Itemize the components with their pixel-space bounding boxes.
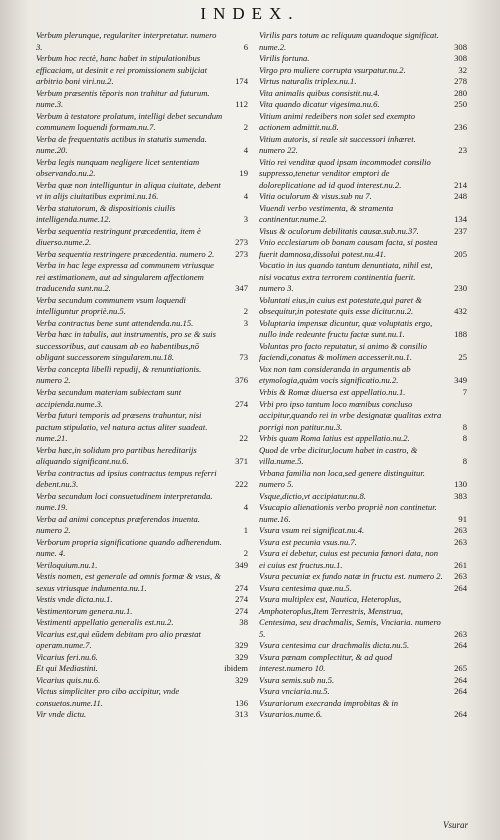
index-entry [259, 387, 467, 399]
index-entry [36, 226, 248, 249]
index-entry [259, 640, 467, 652]
entry-text: Verbum plerunque, regulariter interpretatur. numero 3. [36, 30, 217, 52]
page-number: 265 [454, 663, 467, 674]
entry-text: Vsura vsum rei significat.nu.4. [259, 525, 365, 536]
column-gutter [253, 30, 254, 830]
entry-text: Vestis nomen, est generale ad omnis formæ & vsus, & sexus vtriusque indumenta.nu.1. [36, 571, 221, 593]
entry-text: Verba legis nunquam negligere licet sententiam observando.nu.2. [36, 156, 200, 179]
index-entry [36, 663, 248, 675]
entry-text: Voluntas pro facto reputatur, si animo & consilio faciendi,conatus & molimen accesserit.nu.1. [259, 340, 427, 363]
page-number: 4 [243, 502, 248, 513]
index-entry [36, 295, 248, 318]
entry-text: Vox non tam consideranda in argumentis ab etymologia,quàm vocis significatio.nu.2. [259, 363, 411, 386]
index-entry [36, 387, 248, 410]
index-entry [36, 260, 248, 295]
index-entry [36, 249, 248, 261]
entry-text: Vnio ecclesiarum ob bonam causam facta, si postea fuerit damnosa,dissolui potest.nu.41. [259, 237, 438, 259]
page-number: 376 [235, 375, 248, 386]
page-number: 274 [235, 398, 248, 409]
page-number: 329 [235, 640, 248, 651]
page-number: 349 [235, 559, 248, 570]
index-entry [36, 514, 248, 537]
entry-text: Vrbana familia non loca,sed genere distinguitur. numero 5. [259, 467, 425, 490]
index-entry [259, 594, 467, 640]
entry-text: Victus simpliciter pro cibo accipitur, vnde consuetos.nume.11. [36, 686, 180, 708]
page-number: 188 [454, 329, 467, 340]
page-number: 236 [454, 122, 467, 133]
page-number: 280 [454, 87, 467, 98]
index-entry [259, 191, 467, 203]
entry-text: Virgo pro muliere corrupta vsurpatur.nu.2. [259, 64, 406, 75]
entry-text: Vsura multiplex est, Nautica, Heteroplus, Amphoteroplus,Item Terrestris, Menstrua, Centesima, seu drachmalis, Semis, Vnciaria. numero 5. [259, 594, 441, 639]
index-entry [259, 341, 467, 364]
index-entry [259, 65, 467, 77]
page-number: 130 [454, 479, 467, 490]
entry-text: Viuendi verbo vestimenta, & stramenta continentur.nume.2. [259, 202, 394, 225]
entry-text: Vsque,dictio,vt accipiatur.nu.8. [259, 490, 366, 501]
index-entry [36, 652, 248, 664]
index-entry [259, 675, 467, 687]
index-entry [36, 318, 248, 330]
page-number: 264 [454, 686, 467, 697]
entry-text: Vsura pecuniæ ex fundo natæ in fructu est. numero 2. [259, 571, 443, 582]
page-number: 274 [235, 605, 248, 616]
index-entry [36, 571, 248, 594]
index-entry [36, 617, 248, 629]
entry-text: Verborum propria significatione quando adherendum. nume. 4. [36, 536, 222, 559]
index-entry [259, 399, 467, 434]
index-entry [259, 364, 467, 387]
page-number: 6 [243, 41, 248, 52]
entry-text: Vestis vnde dicta.nu.1. [36, 594, 113, 605]
page-number: 2 [243, 548, 248, 559]
page-number: 278 [454, 76, 467, 87]
page-number: 4 [243, 145, 248, 156]
page-number: 237 [454, 225, 467, 236]
index-entry [259, 99, 467, 111]
page-number: 23 [458, 145, 467, 156]
index-entry [259, 111, 467, 134]
entry-text: Vocatio in ius quando tantum denuntiata, nihil est, nisi vocatus extra terrorem continentia fuerit. numero 3. [259, 260, 433, 294]
page-number: 38 [239, 617, 248, 628]
page-number: 136 [235, 697, 248, 708]
left-column [36, 30, 248, 721]
entry-text: Verba secundum materiam subiectam sunt accipienda.nume.3. [36, 386, 182, 409]
index-entry [259, 88, 467, 100]
index-entry [259, 583, 467, 595]
right-column [259, 30, 467, 721]
page-number: 264 [454, 582, 467, 593]
index-entry [36, 629, 248, 652]
entry-text: Vicarius quis.nu.6. [36, 674, 101, 685]
index-entry [36, 364, 248, 387]
entry-text: Vita quando dicatur vigesima.nu.6. [259, 99, 380, 110]
index-entry [36, 53, 248, 88]
index-entry [259, 157, 467, 192]
index-entry [259, 30, 467, 53]
index-entry [36, 491, 248, 514]
entry-text: Et qui Mediastini. [36, 663, 98, 674]
index-entry [36, 709, 248, 721]
page-number: 263 [454, 571, 467, 582]
page-number: 7 [462, 386, 467, 397]
page-number: 329 [235, 651, 248, 662]
entry-text: Verba contractus ad ipsius contractus tempus referri debent.nu.3. [36, 467, 217, 490]
index-entry [36, 445, 248, 468]
index-entry [36, 606, 248, 618]
index-entry [36, 30, 248, 53]
page-number: 8 [462, 456, 467, 467]
page-number: 2 [243, 306, 248, 317]
entry-text: Verba sequentia restringere præcedentia. numero 2. [36, 248, 215, 259]
index-entry [259, 203, 467, 226]
page-number: 383 [454, 490, 467, 501]
page-number: 274 [235, 582, 248, 593]
entry-text: Vestimentorum genera.nu.1. [36, 605, 133, 616]
page-number: 8 [462, 421, 467, 432]
index-entry [259, 433, 467, 445]
index-entry [259, 537, 467, 549]
page-number: 19 [239, 168, 248, 179]
index-entry [36, 111, 248, 134]
entry-text: Vrbis & Romæ diuersa est appellatio.nu.1. [259, 386, 406, 397]
index-entry [259, 548, 467, 571]
entry-text: Verba statutorum, & dispositionis ciuilis intelligenda.nume.12. [36, 202, 176, 225]
index-entry [259, 260, 467, 295]
index-entry [259, 226, 467, 238]
index-entry [36, 203, 248, 226]
page-number: 73 [239, 352, 248, 363]
index-entry [259, 698, 467, 721]
entry-text: Virilis fortuna. [259, 53, 310, 64]
entry-text: Vsucapio alienationis verbo propriè non continetur. nume.16. [259, 502, 437, 524]
page-number: 112 [235, 99, 248, 110]
entry-text: Virtus naturalis triplex.nu.1. [259, 76, 357, 87]
index-entry [259, 134, 467, 157]
page-number: 4 [243, 191, 248, 202]
entry-text: Verba hæc,in solidum pro partibus hereditarijs aliquando significant.nu.6. [36, 444, 197, 467]
entry-text: Verbum à testatore prolatum, intelligi debet secundum communem loquendi formam.nu.7. [36, 110, 223, 133]
index-entry [259, 502, 467, 525]
entry-text: Verba ad animi conceptus præferendos inuenta. numero 2. [36, 513, 200, 536]
index-entry [36, 675, 248, 687]
entry-text: Vitio rei venditæ quod ipsam incommodet consilio suppresso,tenetur venditor emptori de doloreplicatione ad id quod interest.nu.2. [259, 156, 431, 190]
entry-text: Vita animalis quibus consistit.nu.4. [259, 87, 380, 98]
index-entry [259, 652, 467, 675]
index-entry [36, 410, 248, 445]
index-entry [36, 686, 248, 709]
page-number: 134 [454, 214, 467, 225]
entry-text: Verba sequentia restringunt præcedentia, item è diuerso.nume.2. [36, 225, 201, 248]
entry-text: Vrbi pro ipso tantum loco mœnibus concluso accipitur,quando rei in vrbe designatæ qualitas extra porrigi non patitur.nu.3. [259, 398, 442, 432]
index-entry [36, 594, 248, 606]
index-entry [36, 468, 248, 491]
entry-text: Quod de vrbe dicitur,locum habet in castro, & villa.nume.5. [259, 444, 418, 467]
index-entry [259, 468, 467, 491]
entry-text: Verba quæ non intelliguntur in aliqua ciuitate, debent vt in alijs ciuitatibus exprimi.nu.16. [36, 179, 221, 202]
page-number: 263 [454, 628, 467, 639]
entry-text: Vsura centesima quæ.nu.5. [259, 582, 352, 593]
index-entry [36, 157, 248, 180]
entry-text: Verbum præsentis tēporis non trahitur ad futurum. nume.3. [36, 87, 210, 110]
page-header: INDEX. [200, 4, 300, 23]
page-number: 3 [243, 317, 248, 328]
entry-text: Visus & oculorum debilitatis causæ.sub.nu.37. [259, 225, 419, 236]
entry-text: Verba de frequentatis actibus in statutis sumenda. nume.20. [36, 133, 207, 156]
entry-text: Virilis pars totum ac reliquum quandoque significat. nume.2. [259, 30, 439, 52]
page-number: 349 [454, 375, 467, 386]
entry-text: Vitium autoris, si reale sit successori inhæret. numero 22. [259, 133, 416, 156]
page-number: 371 [235, 456, 248, 467]
page-number: 214 [454, 179, 467, 190]
entry-text: Verbum hoc rectè, hanc habet in stipulationibus efficaciam, ut desinit e rei promissionem subijciat arbitrio boni viri.nu.2. [36, 53, 207, 87]
page-number: 3 [243, 214, 248, 225]
index-entry [259, 571, 467, 583]
entry-text: Voluntati eius,in cuius est potestate,qui paret & obsequitur,in potestate quis esse dicitur.nu.2. [259, 294, 422, 317]
page-number: 263 [454, 536, 467, 547]
page-number: 230 [454, 283, 467, 294]
index-entry [36, 180, 248, 203]
index-entry [36, 88, 248, 111]
page-number: 222 [235, 479, 248, 490]
entry-text: Verba concepta libelli repudij, & renuntiationis. numero 2. [36, 363, 202, 386]
page-number: ibidem [224, 663, 248, 674]
page-number: 329 [235, 674, 248, 685]
page-number: 8 [462, 433, 467, 444]
index-entry [36, 537, 248, 560]
index-entry [259, 53, 467, 65]
index-entry [259, 525, 467, 537]
page-number: 313 [235, 709, 248, 720]
entry-text: Vitium animi redeibers non solet sed exempto actionem admittit.nu.8. [259, 110, 416, 133]
page-number: 263 [454, 525, 467, 536]
entry-text: Vsura pœnam complectitur, & ad quod interest.numero 10. [259, 651, 393, 674]
entry-text: Verba secundum loci consuetudinem interpretanda. nume.19. [36, 490, 213, 513]
catchword: Vsurar [442, 820, 468, 830]
page-number: 174 [235, 76, 248, 87]
page-number: 205 [454, 248, 467, 259]
entry-text: Vsura est pecunia vsus.nu.7. [259, 536, 357, 547]
page-number: 22 [239, 433, 248, 444]
entry-text: Voluptaria impensæ dicuntur, quæ voluptatis ergo, nullo inde redeunte fructu factæ sunt.nu.1. [259, 317, 433, 340]
entry-text: Verba in hac lege expressa ad communem vtriusque rei æstimationem, aut ad singularem affectionem traducenda sunt.nu.2. [36, 260, 214, 294]
entry-text: Verba hæc in tabulis, aut instrumentis, pro se & suis successoribus, aut causam ab eo habentibus,nō obligant successorem singularem.nu.18. [36, 329, 216, 363]
entry-text: Vestimenti appellatio generalis est.nu.2. [36, 617, 174, 628]
page-number: 264 [454, 640, 467, 651]
page-number: 273 [235, 237, 248, 248]
page-number: 264 [454, 709, 467, 720]
entry-text: Vsura centesima cur drachmalis dicta.nu.5. [259, 640, 410, 651]
entry-text: Vsura semis.sub nu.5. [259, 674, 335, 685]
entry-text: Vsurariorum execranda improbitas & in Vsurarios.nume.6. [259, 697, 399, 720]
page-number: 261 [454, 559, 467, 570]
page-number: 91 [458, 513, 467, 524]
entry-text: Vsura vnciaria.nu.5. [259, 686, 330, 697]
page-number: 432 [454, 306, 467, 317]
index-entry [259, 295, 467, 318]
index-entry [259, 318, 467, 341]
page-number: 347 [235, 283, 248, 294]
entry-text: Vicarius feri.nu.6. [36, 651, 98, 662]
entry-text: Vitia oculorum & visus.sub nu 7. [259, 191, 372, 202]
page-number: 308 [454, 41, 467, 52]
page-number: 273 [235, 248, 248, 259]
entry-text: Vir vnde dictu. [36, 709, 87, 720]
page-number: 2 [243, 122, 248, 133]
index-entry [259, 491, 467, 503]
index-entry [36, 134, 248, 157]
index-entry [36, 329, 248, 364]
index-entry [259, 237, 467, 260]
entry-text: Verba secundum communem vsum loquendi intelliguntur propriè.nu.5. [36, 294, 186, 317]
entry-text: Veriloquium.nu.1. [36, 559, 98, 570]
page-number: 264 [454, 674, 467, 685]
entry-text: Vsura ei debetur, cuius est pecunia fœnori data, non ei cuius est fructus.nu.1. [259, 548, 439, 570]
entry-text: Verba contractus bene sunt attendenda.nu.15. [36, 317, 194, 328]
index-entry [259, 686, 467, 698]
page-number: 308 [454, 53, 467, 64]
page-number: 274 [235, 594, 248, 605]
index-entry [36, 560, 248, 572]
entry-text: Vrbis quam Roma latius est appellatio.nu.2. [259, 433, 410, 444]
page-number: 1 [243, 525, 248, 536]
page-number: 32 [458, 64, 467, 75]
index-entry [259, 445, 467, 468]
page-number: 248 [454, 191, 467, 202]
page-number: 25 [458, 352, 467, 363]
index-entry [259, 76, 467, 88]
entry-text: Verba futuri temporis ad præsens trahuntur, nisi pactum stipulatio, vel natura actus aliter suadeat. nume.21. [36, 410, 208, 444]
entry-text: Vicarius est,qui eūdem debitam pro alio præstat operam.nume.7. [36, 628, 201, 651]
page-number: 250 [454, 99, 467, 110]
